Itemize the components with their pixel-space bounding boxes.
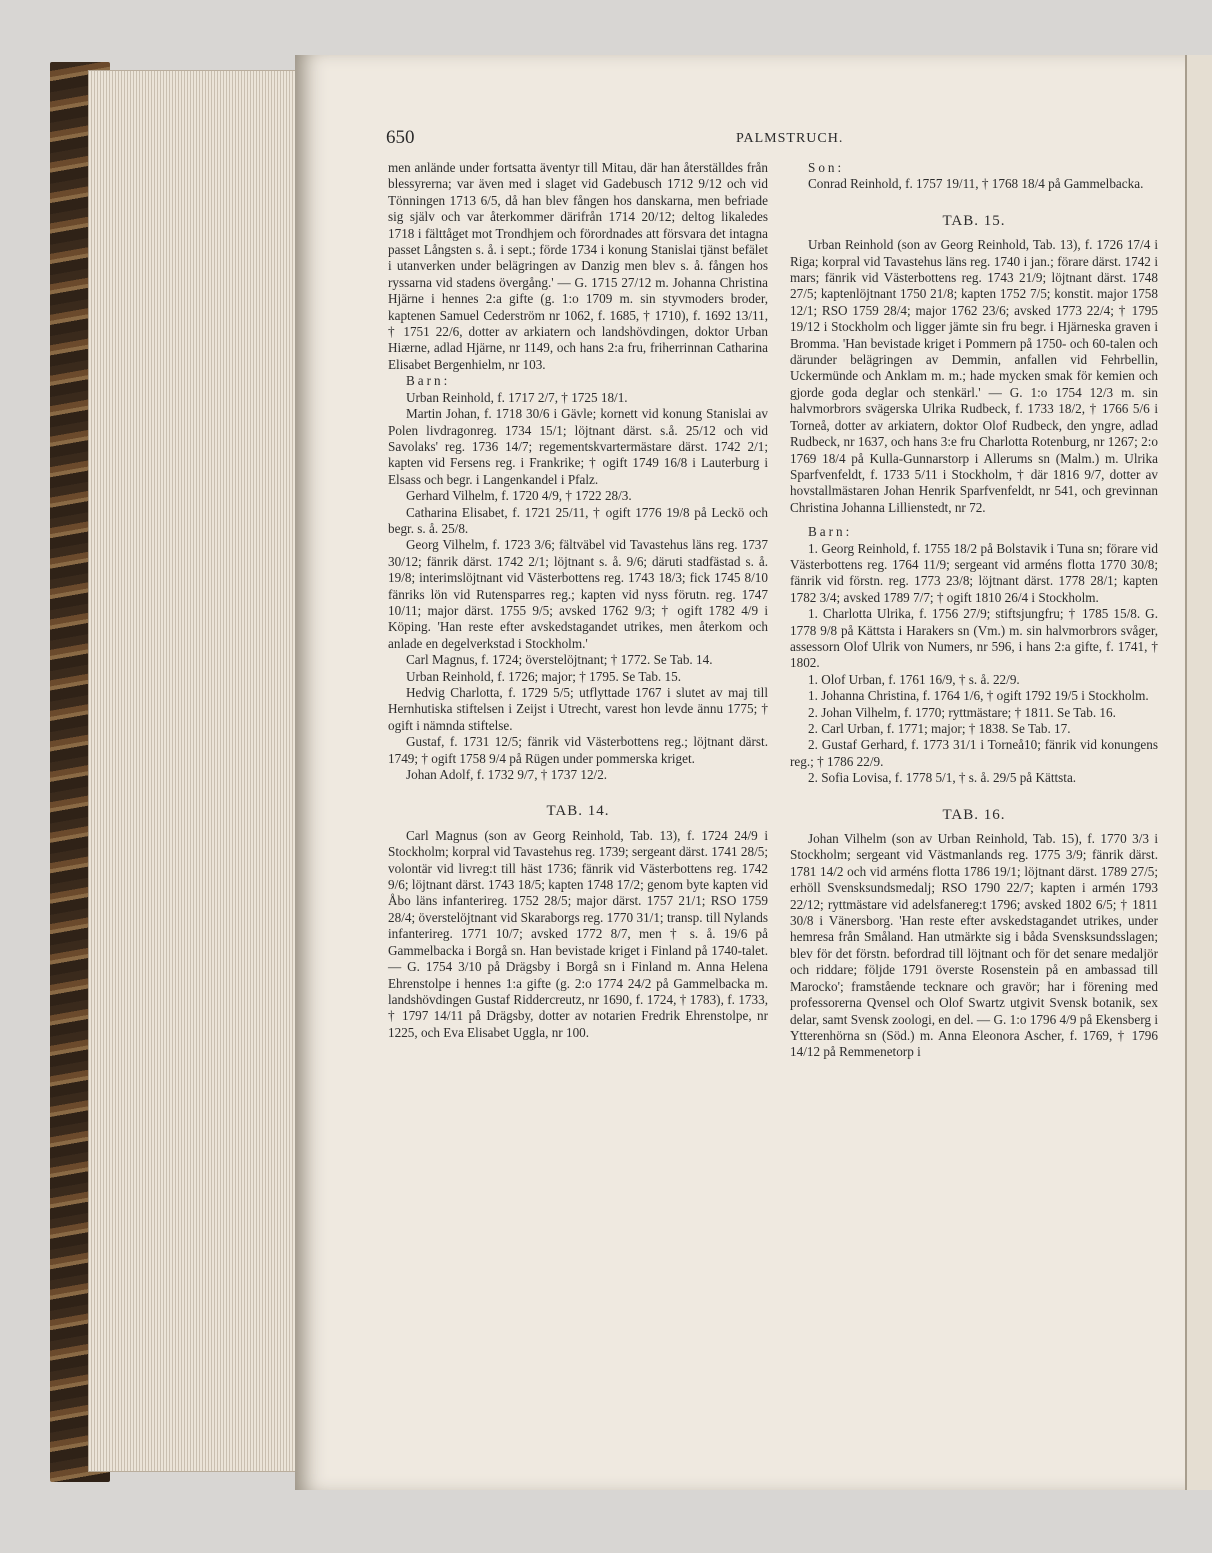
paragraph: men anlände under fortsatta äventyr till Mitau, där han återställdes från blessyrerna; var även med i slaget vid Gadebusch 1712 9/12 och vid Tönningen 1713 6/5, då han blev fången hos danskarna, men befriade sig själv och var återkommer därifrån 1714 20/12; deltog likaledes 1718 i fälttåget mot Trondhjem och förordnades att försvara det intagna passet Långsten s. å. i sept.; förde 1734 i konung Stanislai tjänst befälet i utanverken under belägringen av Danzig men blev s. å. fången hos ryssarna vid stadens övergång.' — G. 1715 27/12 m. Johanna Christina Hjärne i hennes 2:a gifte (g. 1:o 1709 m. sin styvmoders broder, kaptenen Samuel Cederström nr 1062, f. 1685, † 1710), f. 1692 13/11, † 1751 22/6, dotter av arkiatern och landshövdingen, doktor Urban Hiærne, adlad Hjärne, nr 1149, och hans 2:a fru, friherrinnan Catharina Elisabet Bergenhielm, nr 103. xyxy=(388,160,768,372)
entry: 2. Gustaf Gerhard, f. 1773 31/1 i Torneå10; fänrik vid konungens reg.; † 1786 22/9. xyxy=(790,737,1158,769)
entry: Hedvig Charlotta, f. 1729 5/5; utflyttade 1767 i slutet av maj till Hernhutiska stiftelsen i Zeijst i Utrecht, varest hon levde ännu 1775; † ogift i nämnda stiftelse. xyxy=(388,685,768,733)
section-label-barn: Barn: xyxy=(808,524,853,540)
entry: Conrad Reinhold, f. 1757 19/11, † 1768 18/4 på Gammelbacka. xyxy=(808,176,1144,192)
page-number: 650 xyxy=(386,127,415,148)
entry: 2. Sofia Lovisa, f. 1778 5/1, † s. å. 29/5 på Kättsta. xyxy=(808,770,1077,786)
page-edges xyxy=(88,70,300,1472)
entry: 2. Johan Vilhelm, f. 1770; ryttmästare; † 1811. Se Tab. 16. xyxy=(808,704,1116,720)
paragraph: Johan Vilhelm (son av Urban Reinhold, Tab. 15), f. 1770 3/3 i Stockholm; sergeant vid Västmanlands reg. 1775 3/9; fänrik därst. 1781 14/2 och vid arméns flotta 1786 19/1; löjtnant därst. 1789 27/5; erhöll Svensksundsmedalj; RSO 1790 22/7; kapten i armén 1793 22/12; ryttmästare vid adelsfanereg:t 1796; avsked 1802 6/5; † 1811 30/8 i Vänersborg. 'Han reste efter avskedstagandet utrikes, under hemresa från Småland. Han utmärkte sig i båda Svensksundsslagen; blev för det förstn. befordrad till löjtnant och för det senare medaljör och riddare; följde 1791 överste Rosenstein på en ambassad till Marocko'; framstående tecknare och gravör; har i förening med professorerna Qvensel och Olof Swartz utgivit Svensk botanik, sex delar, samt Svensk zoologi, en del. — G. 1:o 1796 4/9 på Ekensberg i Ytterenhörna sn (Söd.) m. Anna Eleonora Ascher, f. 1769, † 1796 14/12 på Remmenetorp i xyxy=(790,831,1158,1060)
table-heading-14: TAB. 14. xyxy=(546,803,610,820)
entry: Catharina Elisabet, f. 1721 25/11, † ogift 1776 19/8 på Leckö och begr. s. å. 25/8. xyxy=(388,504,768,536)
running-head: PALMSTRUCH. xyxy=(736,131,844,146)
entry: Georg Vilhelm, f. 1723 3/6; fältväbel vid Tavastehus läns reg. 1737 30/12; fänrik därst. 1742 2/1; löjtnant s. å. 9/6; däruti stadfästad s. å. 19/8; interimslöjtnant vid Västerbottens reg. 1743 18/3; fick 1745 8/10 fänriks lön vid Rutensparres reg.; kapten vid nyss förutn. reg. 1747 10/11; major därst. 1755 9/5; avsked 1762 9/3; † ogift 1782 4/9 i Köping. 'Han reste efter avskedstagandet utrikes, men återkom och anlade en degelverkstad i Stockholm.' xyxy=(388,537,768,651)
page-header xyxy=(386,127,1142,151)
entry: Gustaf, f. 1731 12/5; fänrik vid Västerbottens reg.; löjtnant därst. 1749; † ogift 1758 9/4 på Rügen under pommerska kriget. xyxy=(388,734,768,766)
next-page-edge xyxy=(1185,55,1212,1490)
entry: Johan Adolf, f. 1732 9/7, † 1737 12/2. xyxy=(406,767,608,783)
entry: Urban Reinhold, f. 1726; major; † 1795. Se Tab. 15. xyxy=(406,668,682,684)
entry: Gerhard Vilhelm, f. 1720 4/9, † 1722 28/3. xyxy=(406,488,632,504)
table-heading-16: TAB. 16. xyxy=(942,806,1006,823)
table-heading-15: TAB. 15. xyxy=(942,212,1006,229)
entry: Urban Reinhold, f. 1717 2/7, † 1725 18/1. xyxy=(406,389,628,405)
entry: 1. Johanna Christina, f. 1764 1/6, † ogift 1792 19/5 i Stockholm. xyxy=(808,688,1149,704)
left-column xyxy=(388,160,768,1041)
entry: 2. Carl Urban, f. 1771; major; † 1838. Se Tab. 17. xyxy=(808,721,1071,736)
entry: Carl Magnus, f. 1724; överstelöjtnant; † 1772. Se Tab. 14. xyxy=(406,652,713,668)
entry: Martin Johan, f. 1718 30/6 i Gävle; kornett vid konung Stanislai av Polen livdragonreg. 1734 15/1; löjtnant därst. s.å. 25/12 och vid Savolaks' reg. 1736 14/7; regementskvartermästare därst. 1742 2/1; kapten vid Fersens reg. i Frankrike; † ogift 1749 16/8 i Lauterburg i Elsass och begr. i Langenkandel i Pfalz. xyxy=(388,406,768,487)
right-column xyxy=(790,160,1158,1061)
section-label-son: Son: xyxy=(808,160,845,175)
section-label-barn: Barn: xyxy=(406,373,451,389)
entry: 1. Olof Urban, f. 1761 16/9, † s. å. 22/9. xyxy=(808,671,1020,687)
entry: 1. Georg Reinhold, f. 1755 18/2 på Bolstavik i Tuna sn; förare vid Västerbottens reg. 1764 11/9; sergeant vid arméns flotta 1770 30/8; fänrik vid förstn. reg. 1773 23/8; löjtnant därst. 1778 28/1; kapten 1782 3/4; avsked 1789 7/7; † ogift 1810 26/4 i Stockholm. xyxy=(790,540,1158,605)
entry: 1. Charlotta Ulrika, f. 1756 27/9; stiftsjungfru; † 1785 15/8. G. 1778 9/8 på Kättsta i Harakers sn (Vm.) m. sin halvmorbrors svåger, assessorn Olof Ulrik von Numers, nr 596, i hans 2:a gifte, f. 1741, † 1802. xyxy=(790,606,1158,671)
paragraph: Urban Reinhold (son av Georg Reinhold, Tab. 13), f. 1726 17/4 i Riga; korpral vid Tavastehus läns reg. 1740 i jan.; förare därst. 1742 i mars; fänrik vid Västerbottens reg. 1743 21/9; löjtnant därst. 1748 27/5; kaptenlöjtnant 1750 21/8; kapten 1752 7/5; konstit. major 1758 12/1; RSO 1759 28/4; major 1762 23/6; avsked 1773 22/4; † 1795 19/12 i Stockholm och ligger jämte sin fru begr. i Hjärneska graven i Bromma. 'Han bevistade kriget i Pommern på 1750- och 60-talen och därunder belägringen av Demmin, anfallen vid Fehrbellin, Uckermünde och Anklam m. m.; hade mycken smak för kemien och gjorde goda deglar och stenkärl.' — G. 1:o 1754 12/3 m. sin halvmorbrors svägerska Ulrika Rudbeck, f. 1733 18/2, † 1766 5/6 i Torneå, dotter av arkiatern, doktor Olof Rudbeck, den yngre, adlad Rudbeck, nr 1637, och hans 3:e fru Charlotta Rotenburg, nr 1267; 2:o 1769 18/4 på Kulla-Gunnarstorp i Allerums sn (Malm.) m. Ulrika Sparfvenfeldt, f. 1733 5/11 i Stockholm, † där 1816 9/7, dotter av hovstallmästaren Johan Henrik Sparfvenfeldt, nr 541, och grevinnan Christina Johanna Lillienstedt, nr 72. xyxy=(790,237,1158,515)
paragraph: Carl Magnus (son av Georg Reinhold, Tab. 13), f. 1724 24/9 i Stockholm; korpral vid Tavastehus reg. 1739; sergeant därst. 1741 28/5; volontär vid livreg:t till häst 1736; fänrik vid Västerbottens reg. 1742 9/6; löjtnant därst. 1743 18/5; kapten 1748 17/2; genom byte kapten vid Åbo läns infanterireg. 1752 28/5; major därst. 1757 21/1; RSO 1759 28/4; överstelöjtnant vid Skaraborgs reg. 1770 31/1; transp. till Nylands infanterireg. 1771 10/7; avsked 1772 8/7, men † s. å. 19/6 på Gammelbacka i Borgå sn. Han bevistade kriget i Finland på 1740-talet. — G. 1754 3/10 på Drägsby i Borgå sn i Finland m. Anna Helena Ehrenstolpe i hennes 1:a gifte (g. 2:o 1774 24/2 på Gammelbacka m. landshövdingen Gustaf Riddercreutz, nr 1690, f. 1724, † 1783), f. 1733, † 1797 14/11 på Drägsby, dotter av notarien Fredrik Ehrenstolpe, nr 1225, och Eva Elisabet Uggla, nr 100. xyxy=(388,827,768,1040)
